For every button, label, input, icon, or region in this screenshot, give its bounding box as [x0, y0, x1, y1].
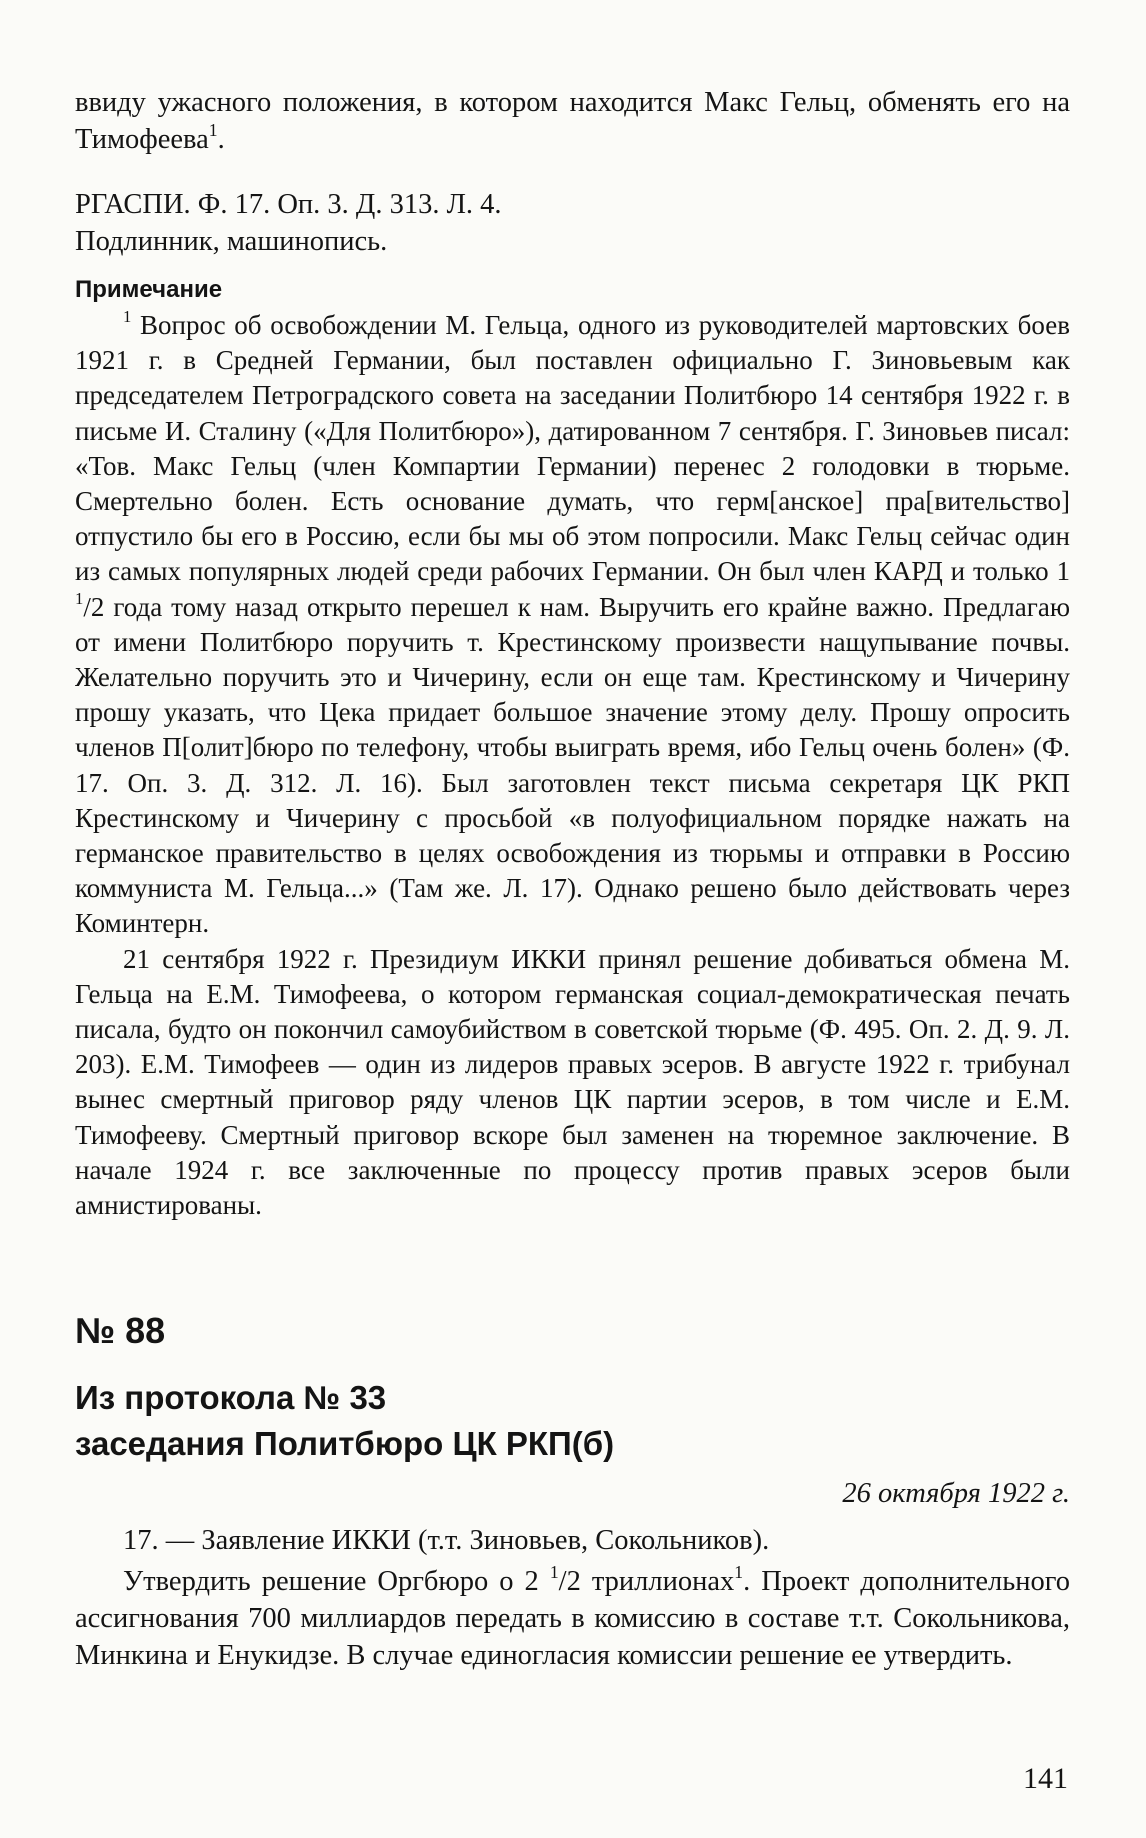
document-title-line-2: заседания Политбюро ЦК РКП(б) [75, 1425, 615, 1463]
fraction-denominator: /2 [83, 591, 105, 622]
decision-fraction-denominator: /2 [558, 1566, 581, 1598]
note-text-part-2: года тому назад открыто перешел к нам. Выручить его крайне важно. Предлагаю от имени Политбюро поручить т. Крестинскому произвести нащупывание почвы. Желательно поручить это и Чичерину, если он еще там. Крестинскому и Чичерину прошу указать, что Цека придает большое значение этому делу. Прошу опросить членов П[олит]бюро по телефону, чтобы выиграть время, ибо Гельц очень болен» (Ф. 17. Оп. 3. Д. 312. Л. 16). Был заготовлен текст письма секретаря ЦК РКП Крестинскому и Чичерину с просьбой «в полуофициальном порядке нажать на германское правительство в целях освобождения из тюрьмы и отправки в Россию коммуниста М. Гельца...» (Там же. Л. 17). Однако решено было действовать через Коминтерн. [75, 591, 1070, 939]
decision-paragraph [75, 1563, 1070, 1674]
page-number: 141 [1023, 1762, 1068, 1795]
continuation-end: . [217, 124, 225, 155]
note-paragraph-1 [75, 308, 1070, 942]
document-date: 26 октября 1922 г. [842, 1478, 1070, 1510]
decision-text-part-2: триллионах [580, 1566, 735, 1598]
agenda-item: 17. — Заявление ИККИ (т.т. Зиновьев, Сокольников). [123, 1525, 770, 1557]
note-text-part-1: Вопрос об освобождении М. Гельца, одного из руководителей мартовских боев 1921 г. в Средней Германии, был поставлен официально Г. Зиновьевым как председателем Петроградского совета на заседании Политбюро 14 сентября 1922 г. в письме И. Сталину («Для Политбюро»), датированном 7 сентября. Г. Зиновьев писал: «Тов. Макс Гельц (член Компартии Германии) перенес 2 голодовки в тюрьме. Смертельно болен. Есть основание думать, что герм[анское] пра[вительство] отпустило бы его в Россию, если бы мы об этом попросили. Макс Гельц сейчас один из самых популярных людей среди рабочих Германии. Он был член КАРД и только 1 [75, 310, 1070, 587]
document-number: № 88 [75, 1310, 166, 1352]
document-title-line-1: Из протокола № 33 [75, 1379, 387, 1417]
archival-source [75, 186, 1070, 260]
decision-text-part-1: Утвердить решение Оргбюро о 2 [123, 1566, 550, 1598]
decision-fraction-numerator: 1 [549, 1562, 559, 1583]
archive-reference: РГАСПИ. Ф. 17. Оп. 3. Д. 313. Л. 4. [75, 189, 502, 220]
note-heading: Примечание [75, 276, 223, 303]
decision-text-part-3: . Проект дополнительного ассигнования 700 миллиардов передать в комиссию в составе т.т. Сокольникова, Минкина и Енукидзе. В случае единогласия комиссии решение ее утвердить. [75, 1566, 1070, 1672]
continuation-text: ввиду ужасного положения, в котором находится Макс Гельц, обменять его на Тимофеева [75, 87, 1070, 155]
continuation-paragraph [75, 84, 1070, 158]
fraction-numerator: 1 [75, 588, 84, 608]
document-type: Подлинник, машинопись. [75, 226, 388, 257]
page-content [75, 84, 1070, 1674]
decision-footnote-mark: 1 [734, 1562, 744, 1583]
footnote-mark: 1 [208, 119, 218, 140]
note-footnote-mark: 1 [123, 307, 132, 327]
document-title [75, 1375, 1070, 1467]
note-paragraph-2: 21 сентября 1922 г. Президиум ИККИ принял решение добиваться обмена М. Гельца на Е.М. Тимофеева, о котором германская социал-демократическая печать писала, будто он покончил самоубийством в советской тюрьме (Ф. 495. Оп. 2. Д. 9. Л. 203). Е.М. Тимофеев — один из лидеров правых эсеров. В августе 1922 г. трибунал вынес смертный приговор ряду членов ЦК партии эсеров, в том числе и Е.М. Тимофееву. Смертный приговор вскоре был заменен на тюремное заключение. В начале 1924 г. все заключенные по процессу против правых эсеров были амнистированы. [75, 943, 1070, 1221]
